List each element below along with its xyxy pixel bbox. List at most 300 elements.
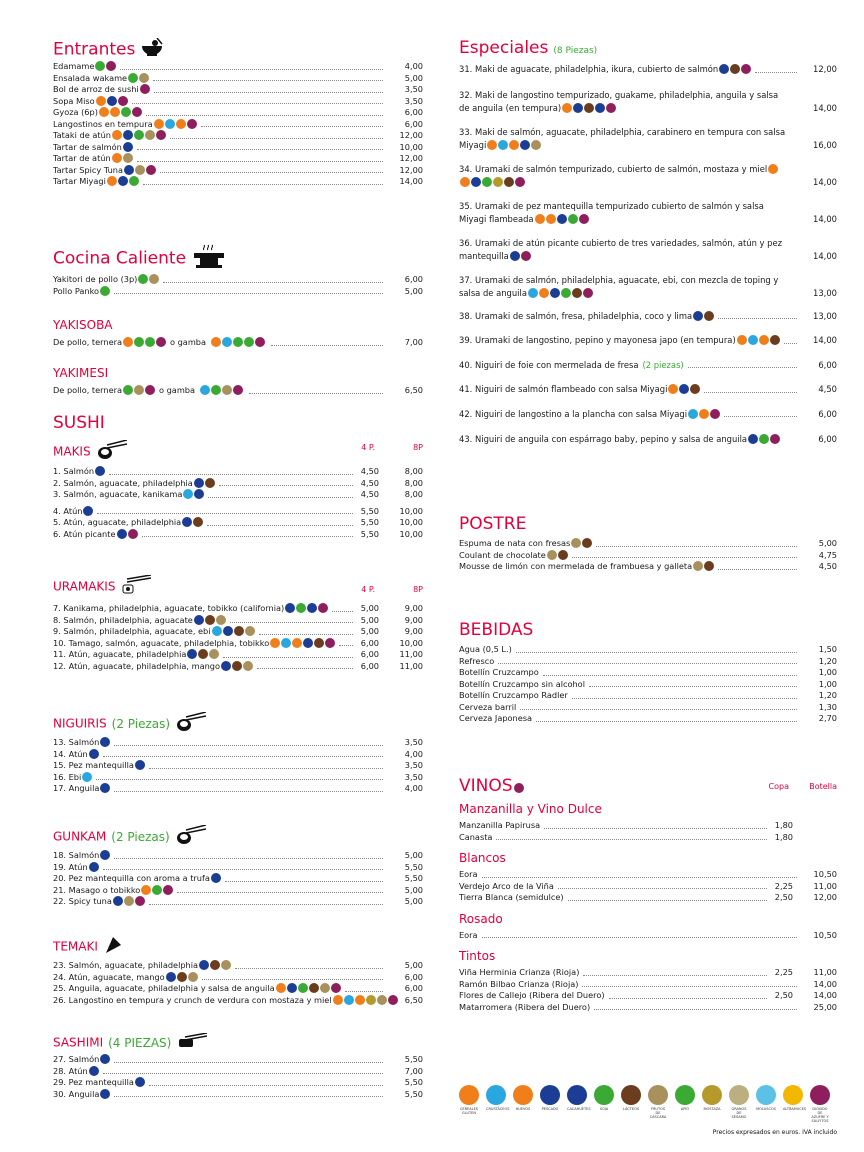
section-title-text: Entrantes — [53, 39, 136, 60]
price-large: 11,00 — [399, 660, 423, 671]
legend-label: HUEVOS — [515, 1107, 531, 1111]
item-name: 8. Salmón, philadelphia, aguacate — [53, 614, 193, 625]
vinos-list — [459, 802, 837, 1013]
item-name: Ensalada wakame — [53, 72, 128, 83]
navy-allergen-icon — [573, 103, 583, 113]
orange-allergen-icon — [699, 409, 709, 419]
section-title-text: Especiales — [459, 38, 549, 58]
purple-allergen-icon — [741, 64, 751, 74]
menu-item — [459, 656, 837, 668]
menu-item — [53, 96, 423, 108]
price-large: 11,00 — [399, 649, 423, 659]
navy-allergen-icon — [113, 896, 123, 906]
item-price: 16,00 — [813, 139, 837, 150]
dotted-leader — [153, 80, 383, 81]
menu-item — [53, 649, 423, 661]
dotted-leader — [142, 536, 354, 537]
item-name: De pollo, ternera — [53, 337, 122, 347]
dotted-leader — [149, 768, 383, 769]
dotted-leader — [170, 138, 383, 139]
orange-allergen-icon — [355, 995, 365, 1005]
dotted-leader — [154, 92, 383, 93]
item-name: 23. Salmón, aguacate, philadelphia — [53, 960, 199, 970]
menu-section — [53, 366, 423, 397]
orange-allergen-icon — [562, 103, 572, 113]
navy-allergen-icon — [199, 960, 209, 970]
menu-section — [459, 620, 837, 725]
legend-label: ALTRAMUCES — [783, 1107, 807, 1111]
section-title-text: VINOS — [459, 776, 513, 796]
purple-allergen-icon — [770, 434, 780, 444]
orange-allergen-icon — [99, 107, 109, 117]
item-price: 14,00 — [813, 102, 837, 113]
orange-allergen-icon — [176, 119, 186, 129]
dotted-leader — [219, 485, 353, 486]
dotted-leader — [259, 634, 353, 635]
green-allergen-icon — [95, 61, 105, 71]
item-list — [53, 960, 423, 1006]
navy-allergen-icon — [100, 1089, 110, 1099]
column-head-large: 8P — [413, 443, 423, 452]
menu-item — [459, 881, 837, 893]
dotted-leader — [114, 745, 383, 746]
wine-group-title: Manzanilla y Vino Dulce — [459, 802, 602, 816]
section-title — [459, 38, 837, 61]
item-price: 1,20 — [818, 655, 837, 666]
column-head-small: Copa — [768, 782, 789, 791]
item-list — [53, 1054, 423, 1100]
item-name: Coulant de chocolate — [459, 549, 546, 560]
dotted-leader — [536, 721, 797, 722]
menu-item — [459, 690, 837, 702]
dotted-leader — [345, 991, 383, 992]
orange-allergen-icon — [112, 130, 122, 140]
menu-item — [53, 84, 423, 96]
item-name: 20. Pez mantequilla con aroma a trufa — [53, 873, 210, 883]
brown-allergen-icon — [232, 661, 242, 671]
item-price: 14,00 — [813, 213, 837, 224]
menu-item — [53, 749, 423, 761]
item-name: 25. Anguila, aguacate, philadelphia y salsa de anguila — [53, 983, 275, 993]
item-name: Espuma de nata con fresas — [459, 538, 571, 548]
price-small: 5,00 — [360, 614, 379, 625]
orange-allergen-icon — [513, 1085, 533, 1105]
item-name: Tartar de salmón — [53, 141, 122, 152]
item-price: 5,00 — [404, 72, 423, 83]
dotted-leader — [718, 569, 797, 570]
menu-item — [53, 661, 423, 673]
brown-allergen-icon — [584, 103, 594, 113]
green-allergen-icon — [568, 214, 578, 224]
item-name: 1. Salmón — [53, 466, 95, 476]
menu-item — [53, 142, 423, 154]
navy-allergen-icon — [124, 165, 134, 175]
navy-allergen-icon — [693, 311, 703, 321]
legend-item — [648, 1085, 668, 1119]
section-title-text: SASHIMI — [53, 1035, 104, 1050]
navy-allergen-icon — [550, 288, 560, 298]
dotted-leader — [223, 657, 353, 658]
price-small: 5,00 — [360, 626, 379, 636]
item-name: Bol de arroz de sushi — [53, 84, 139, 94]
item-price: 3,50 — [404, 737, 423, 747]
dotted-leader — [103, 869, 383, 870]
purple-allergen-icon — [118, 96, 128, 106]
menu-item — [459, 237, 837, 263]
menu-item — [459, 433, 837, 446]
section-title — [53, 712, 423, 736]
item-name: Verdejo Arco de la Viña — [459, 880, 554, 891]
menu-section — [53, 440, 423, 540]
item-name: 43. Niguiri de anguila con espárrago baby, pepino y salsa de anguila — [459, 434, 748, 444]
tan-allergen-icon — [693, 561, 703, 571]
navy-allergen-icon — [117, 529, 127, 539]
item-price: 2,70 — [818, 713, 837, 723]
item-price: 12,00 — [813, 64, 837, 74]
uramaki-chopsticks-icon — [121, 575, 151, 599]
navy-allergen-icon — [187, 649, 197, 659]
price-large: 10,00 — [399, 505, 423, 516]
legend-label: CEREALES GLUTEN — [459, 1107, 479, 1115]
purple-allergen-icon — [331, 983, 341, 993]
menu-item — [53, 73, 423, 85]
legend-item — [621, 1085, 641, 1111]
menu-item — [459, 126, 837, 152]
purple-allergen-icon — [128, 529, 138, 539]
item-name: 6. Atún picante — [53, 528, 116, 539]
navy-allergen-icon — [123, 130, 133, 140]
dotted-leader — [784, 343, 797, 344]
purple-allergen-icon — [606, 103, 616, 113]
item-name: Viña Herminia Crianza (Rioja) — [459, 967, 580, 977]
price-large: 10,00 — [399, 528, 423, 539]
menu-item — [459, 869, 837, 881]
navy-allergen-icon — [211, 873, 221, 883]
menu-item — [53, 960, 423, 972]
section-title-text: MAKIS — [53, 444, 91, 459]
item-price: 4,00 — [404, 783, 423, 793]
brown-allergen-icon — [205, 615, 215, 625]
menu-item — [53, 286, 423, 298]
tan-allergen-icon — [547, 550, 557, 560]
menu-item — [53, 873, 423, 885]
legend-label: DIÓXIDO DE AZUFRE Y SULFITOS — [811, 1107, 829, 1123]
dotted-leader — [582, 986, 797, 987]
item-price: 1,00 — [818, 667, 837, 677]
section-title-text: GUNKAM — [53, 829, 107, 844]
item-price: 4,00 — [404, 61, 423, 71]
price-large: 8,00 — [404, 477, 423, 488]
gray-allergen-icon — [729, 1085, 749, 1105]
item-name: 3. Salmón, aguacate, kanikama — [53, 489, 183, 499]
menu-item — [459, 409, 837, 421]
dotted-leader — [257, 668, 353, 669]
item-list — [53, 850, 423, 908]
dotted-leader — [271, 345, 383, 346]
navy-allergen-icon — [95, 466, 105, 476]
dotted-leader — [498, 663, 797, 664]
navy-allergen-icon — [510, 251, 520, 261]
item-name: Yakitori de pollo (3p) — [53, 274, 138, 284]
item-name: 9. Salmón, philadelphia, aguacate, ebi — [53, 626, 211, 636]
price-botella: 10,50 — [813, 929, 837, 940]
dotted-leader — [543, 675, 797, 676]
item-price: 5,50 — [404, 861, 423, 872]
orange-allergen-icon — [509, 140, 519, 150]
legend-label: CACAHUETES — [567, 1107, 591, 1111]
wine-group-title: Blancos — [459, 851, 506, 865]
menu-section — [459, 38, 837, 457]
menu-item — [53, 153, 423, 165]
item-price: 10,00 — [399, 141, 423, 152]
tan-allergen-icon — [149, 274, 159, 284]
item-price: 5,50 — [404, 873, 423, 883]
menu-item — [459, 667, 837, 679]
navy-allergen-icon — [107, 96, 117, 106]
green-allergen-icon — [138, 274, 148, 284]
green-allergen-icon — [675, 1085, 695, 1105]
section-title — [53, 825, 423, 849]
item-price: 6,00 — [404, 107, 423, 117]
navy-allergen-icon — [748, 434, 758, 444]
brown-allergen-icon — [621, 1085, 641, 1105]
item-name: 5. Atún, aguacate, philadelphia — [53, 517, 182, 527]
brown-allergen-icon — [177, 972, 187, 982]
menu-item — [53, 983, 423, 995]
legend-label: APIO — [680, 1107, 690, 1111]
green-allergen-icon — [211, 385, 221, 395]
orange-allergen-icon — [539, 288, 549, 298]
item-name: Cerveza Japonesa — [459, 713, 533, 723]
purple-allergen-icon — [233, 385, 243, 395]
menu-section — [53, 712, 423, 795]
blue-allergen-icon — [183, 489, 193, 499]
item-price: 5,00 — [404, 285, 423, 296]
dotted-leader — [97, 513, 353, 514]
navy-allergen-icon — [567, 1085, 587, 1105]
purple-allergen-icon — [710, 409, 720, 419]
dotted-leader — [96, 779, 383, 780]
menu-item — [53, 862, 423, 874]
item-name: Botellín Cruzcampo Radler — [459, 690, 568, 700]
item-name: 4. Atún — [53, 505, 83, 516]
column-head-large: Botella — [809, 782, 837, 791]
orange-allergen-icon — [96, 96, 106, 106]
dotted-leader — [177, 892, 383, 893]
item-price: 5,00 — [818, 538, 837, 548]
blue-allergen-icon — [281, 638, 291, 648]
menu-item — [53, 626, 423, 638]
item-name: 38. Uramaki de salmón, fresa, philadelphia, coco y lima — [459, 310, 693, 321]
menu-item — [53, 615, 423, 627]
gunkam-chopsticks-icon — [176, 825, 206, 849]
green-allergen-icon — [298, 983, 308, 993]
item-name: 39. Uramaki de langostino, pepino y mayonesa japo (en tempura) — [459, 335, 736, 345]
especiales-list — [459, 64, 837, 446]
section-count: (4 PIEZAS) — [108, 1035, 172, 1050]
tan-allergen-icon — [135, 165, 145, 175]
navy-allergen-icon — [287, 983, 297, 993]
item-price: 1,00 — [818, 678, 837, 689]
blue-allergen-icon — [200, 385, 210, 395]
section-title — [53, 1033, 423, 1053]
price-copa: 1,80 — [774, 831, 793, 842]
tan-allergen-icon — [648, 1085, 668, 1105]
item-price: 6,00 — [404, 983, 423, 993]
item-name: 17. Anguila — [53, 783, 100, 793]
menu-item — [459, 644, 837, 656]
item-price: 5,00 — [404, 884, 423, 895]
navy-allergen-icon — [100, 783, 110, 793]
bebidas-list — [459, 644, 837, 725]
brown-allergen-icon — [704, 561, 714, 571]
legend-item — [594, 1085, 614, 1111]
dotted-leader — [235, 968, 383, 969]
olive-allergen-icon — [366, 995, 376, 1005]
dotted-leader — [137, 161, 383, 162]
dotted-leader — [558, 888, 767, 889]
item-name: Tartar Miyagi — [53, 176, 106, 186]
navy-allergen-icon — [471, 177, 481, 187]
item-price: 13,00 — [813, 287, 837, 298]
item-price: 3,50 — [404, 760, 423, 770]
dotted-leader — [149, 904, 383, 905]
item-price: 6,00 — [818, 359, 837, 370]
menu-item — [53, 995, 423, 1007]
section-count: (8 Piezas) — [553, 46, 598, 56]
orange-allergen-icon — [154, 119, 164, 129]
item-name: 36. Uramaki de atún picante cubierto de tres variedades, salmón, atún y pez mantequilla — [459, 237, 783, 261]
menu-item — [459, 64, 837, 76]
dotted-leader — [120, 69, 383, 70]
dotted-leader — [688, 367, 797, 368]
dotted-leader — [724, 416, 797, 417]
item-name: Botellín Cruzcampo sin alcohol — [459, 678, 585, 689]
olive-allergen-icon — [493, 177, 503, 187]
menu-item — [53, 506, 423, 518]
uramakis-list — [53, 603, 423, 672]
legend-item — [675, 1085, 695, 1111]
dotted-leader — [143, 184, 383, 185]
menu-item — [53, 61, 423, 73]
dotted-leader — [146, 115, 383, 116]
orange-allergen-icon — [333, 995, 343, 1005]
makis-list — [53, 466, 423, 540]
item-name: 7. Kanikama, philadelphia, aguacate, tobikko (california) — [53, 603, 285, 613]
item-name: Cerveza barril — [459, 701, 517, 712]
price-large: 8,00 — [404, 489, 423, 499]
item-name: 26. Langostino en tempura y crunch de verdura con mostaza y miel — [53, 994, 332, 1005]
green-allergen-icon — [123, 385, 133, 395]
orange-allergen-icon — [211, 337, 221, 347]
dotted-leader — [339, 645, 353, 646]
navy-allergen-icon — [100, 850, 110, 860]
purple-allergen-icon — [156, 130, 166, 140]
item-name: 27. Salmón — [53, 1054, 100, 1064]
price-botella: 25,00 — [813, 1001, 837, 1012]
legend-label: MOSTAZA — [703, 1107, 721, 1111]
legend-item — [540, 1085, 560, 1111]
legend-label: CRUSTÁCEOS — [486, 1107, 510, 1111]
section-title-text: POSTRE — [459, 514, 527, 534]
sashimi-chopsticks-icon — [177, 1033, 207, 1053]
menu-item — [53, 165, 423, 177]
item-price: 7,00 — [404, 1065, 423, 1076]
green-allergen-icon — [129, 176, 139, 186]
legend-item — [459, 1085, 479, 1115]
item-name: Flores de Callejo (Ribera del Duero) — [459, 990, 605, 1000]
item-price: 7,00 — [404, 337, 423, 347]
dotted-leader — [103, 1073, 383, 1074]
dotted-leader — [482, 937, 797, 938]
green-allergen-icon — [152, 885, 162, 895]
menu-item — [53, 1089, 423, 1101]
tan-allergen-icon — [209, 649, 219, 659]
navy-allergen-icon — [520, 140, 530, 150]
item-name: 40. Niguiri de foie con mermelada de fresa — [459, 359, 639, 370]
menu-item — [459, 360, 837, 372]
orange-allergen-icon — [270, 638, 280, 648]
item-name: 41. Niguiri de salmón flambeado con salsa Miyagi — [459, 384, 668, 394]
legend-label: GRANOS DE SÉSAMO — [731, 1107, 747, 1119]
menu-item — [459, 163, 837, 189]
blue-allergen-icon — [748, 335, 758, 345]
price-copa: 1,80 — [774, 820, 793, 830]
allergen-legend — [459, 1085, 837, 1125]
item-list — [53, 737, 423, 795]
blue-allergen-icon — [528, 288, 538, 298]
purple-allergen-icon — [106, 61, 116, 71]
menu-item — [53, 337, 423, 349]
item-name-or: o gamba — [170, 337, 207, 347]
item-name: 42. Niguiri de langostino a la plancha con salsa Miyagi — [459, 408, 688, 419]
menu-item — [459, 200, 837, 226]
orange-allergen-icon — [535, 214, 545, 224]
dotted-leader — [572, 557, 797, 558]
navy-allergen-icon — [285, 603, 295, 613]
temaki-cone-icon — [104, 935, 122, 959]
menu-item — [459, 930, 837, 942]
item-price: 12,00 — [399, 164, 423, 175]
price-large: 9,00 — [404, 603, 423, 613]
blue-allergen-icon — [165, 119, 175, 129]
purple-allergen-icon — [146, 165, 156, 175]
navy-allergen-icon — [194, 489, 204, 499]
legend-item — [486, 1085, 510, 1111]
item-name: 29. Pez mantequilla — [53, 1077, 134, 1087]
orange-allergen-icon — [768, 164, 778, 174]
green-allergen-icon — [121, 107, 131, 117]
item-name: Canasta — [459, 831, 493, 842]
tan-allergen-icon — [571, 538, 581, 548]
navy-allergen-icon — [135, 1077, 145, 1087]
dotted-leader — [114, 293, 383, 294]
item-name: Mousse de limón con mermelada de frambuesa y galleta — [459, 561, 693, 571]
tan-allergen-icon — [377, 995, 387, 1005]
price-copa: 2,50 — [774, 990, 793, 1000]
dotted-leader — [202, 979, 383, 980]
brown-allergen-icon — [690, 384, 700, 394]
wine-group-title: Rosado — [459, 911, 503, 926]
item-name-or: o gamba — [159, 385, 196, 395]
item-name: Langostinos en tempura — [53, 118, 153, 129]
item-price: 6,00 — [404, 971, 423, 982]
item-name: Edamame — [53, 61, 95, 71]
orange-allergen-icon — [107, 176, 117, 186]
tan-allergen-icon — [134, 385, 144, 395]
menu-item — [53, 1066, 423, 1078]
item-name: 37. Uramaki de salmón, philadelphia, aguacate, ebi, con mezcla de toping y salsa de anguila — [459, 274, 779, 298]
